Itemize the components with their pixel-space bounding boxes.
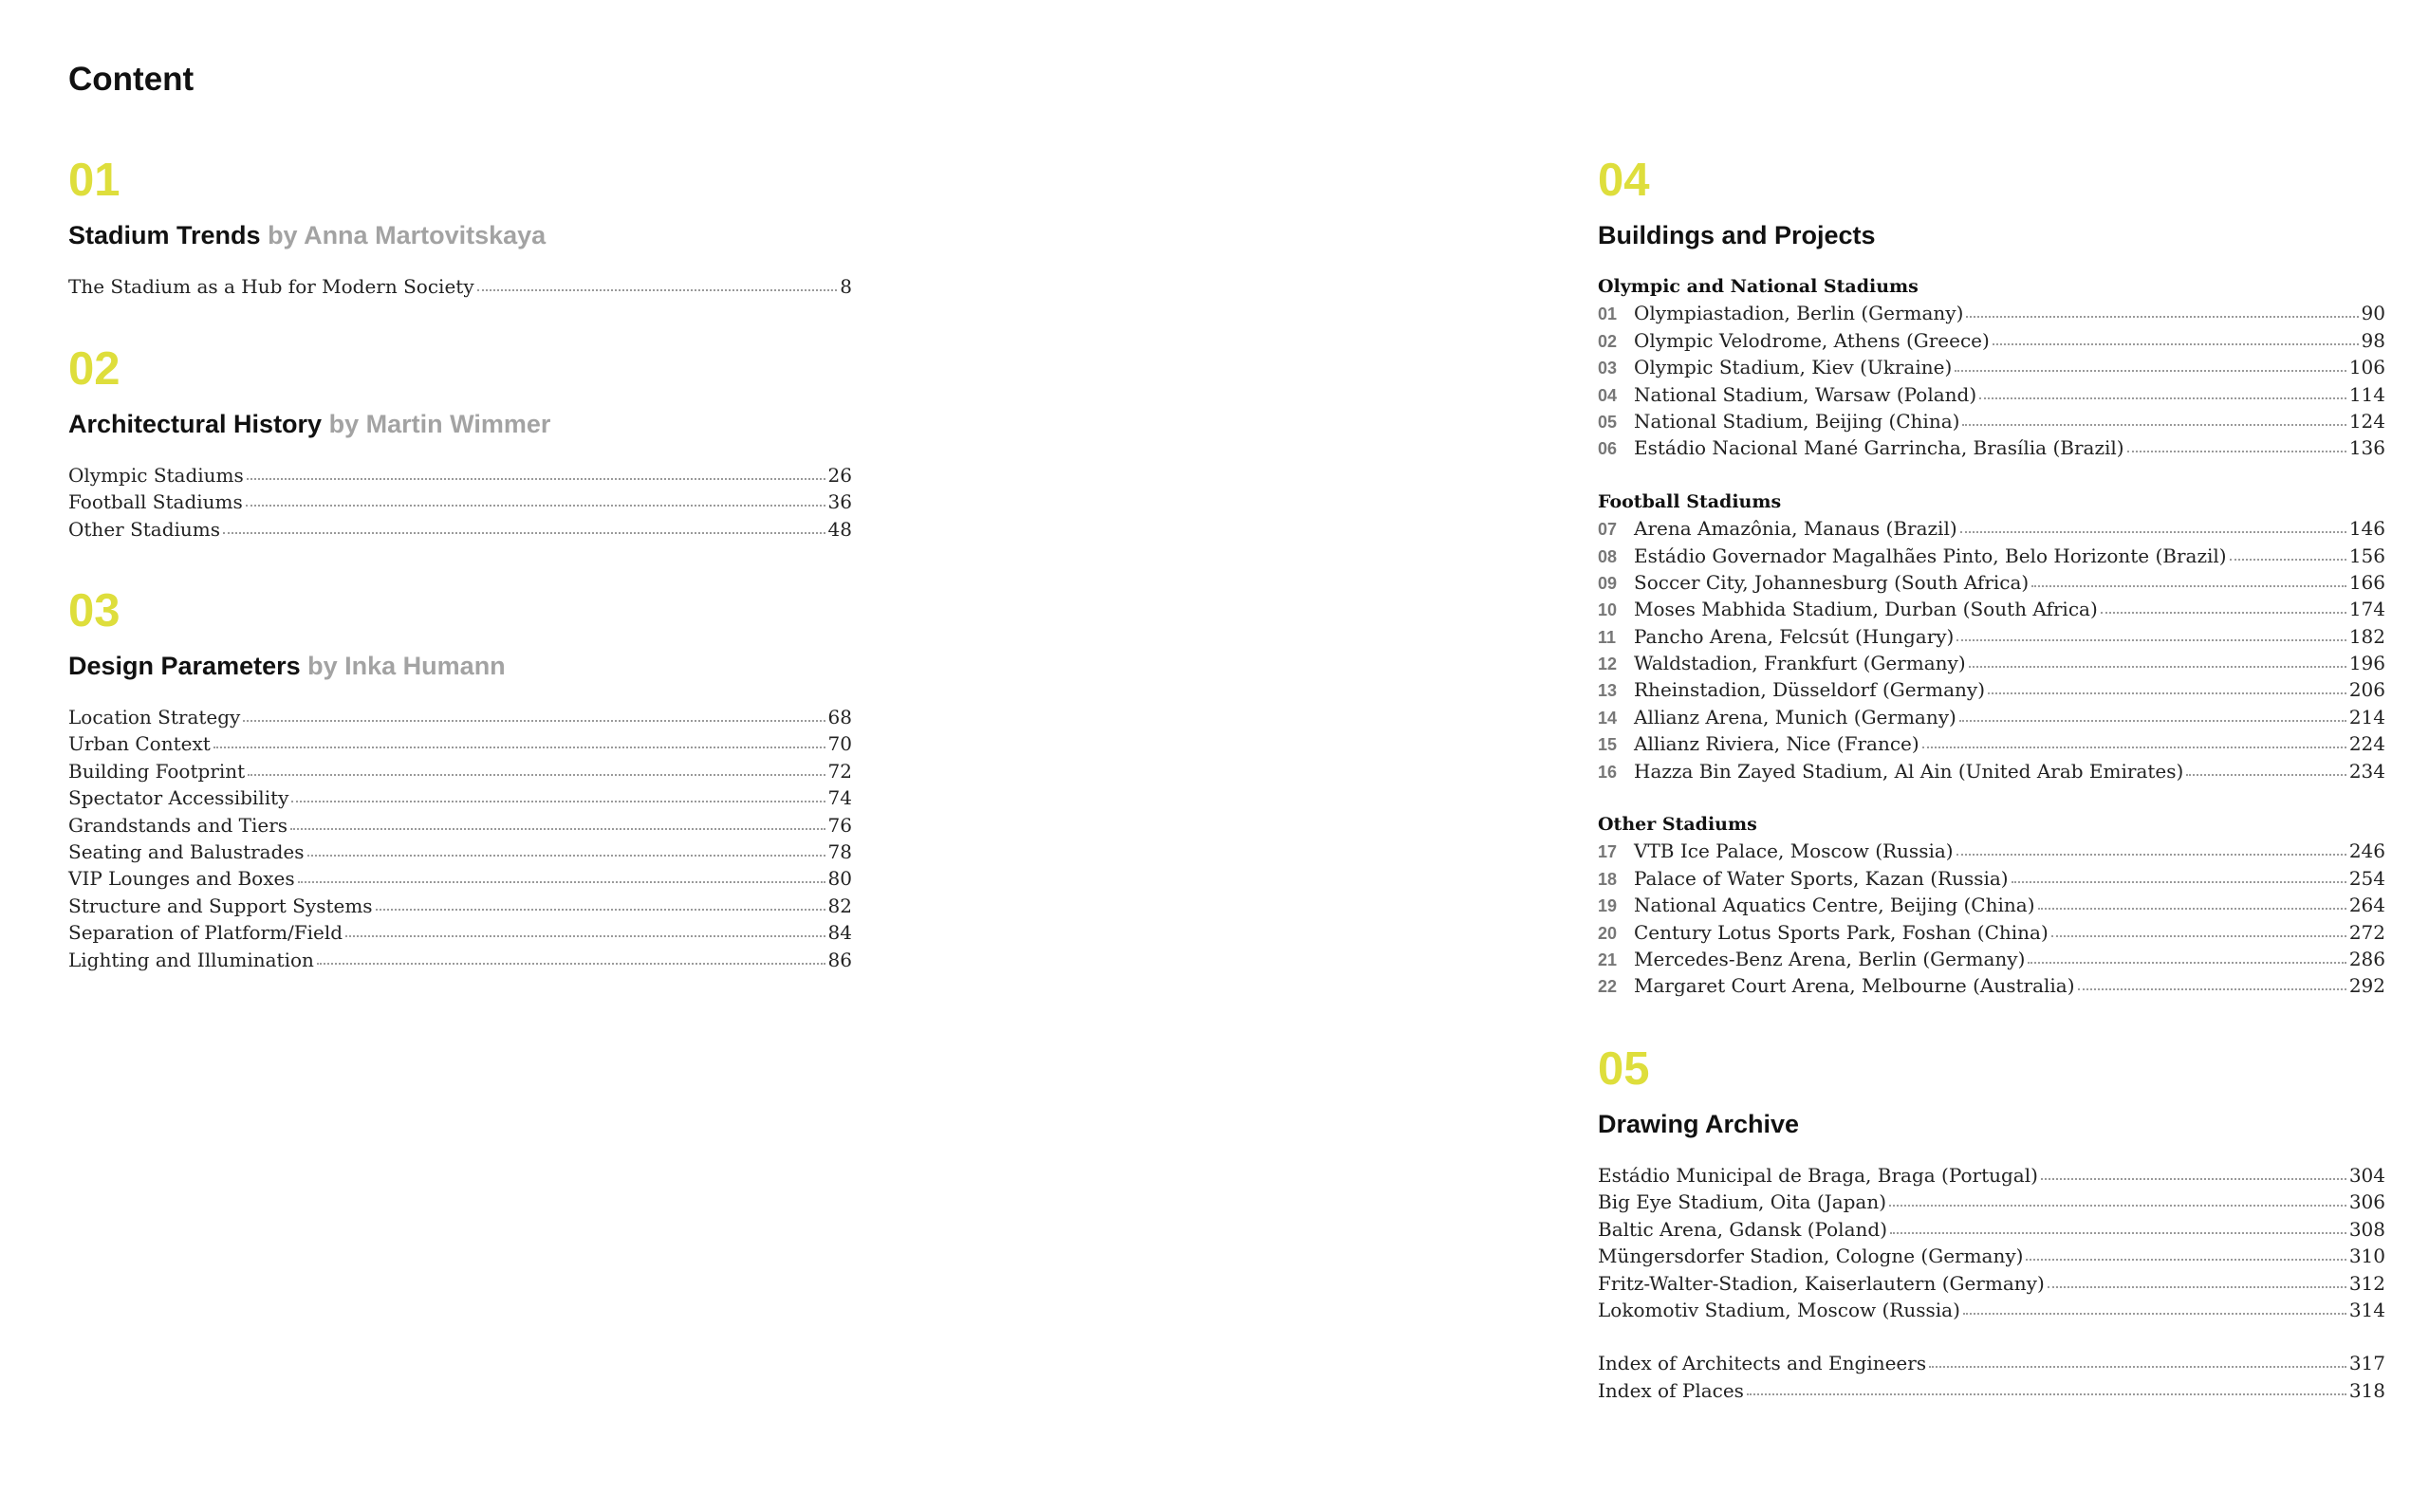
entry-label: Olympic Stadium, Kiev (Ukraine)	[1634, 356, 1953, 379]
entry-page: 146	[2348, 517, 2385, 541]
toc-entry[interactable]	[1598, 1243, 2385, 1269]
entry-number: 21	[1598, 950, 1618, 969]
entry-page: 78	[827, 839, 852, 863]
entry-label: Big Eye Stadium, Oita (Japan)	[1598, 1190, 1887, 1214]
entry-page: 48	[827, 517, 852, 541]
toc-entry[interactable]	[1598, 354, 2385, 380]
dot-leader	[317, 963, 825, 965]
entry-page: 174	[2348, 598, 2385, 621]
entry-label: Olympiastadion, Berlin (Germany)	[1634, 302, 1964, 325]
entry-page: 304	[2348, 1164, 2385, 1187]
toc-entry[interactable]	[1598, 434, 2385, 461]
entry-page: 312	[2348, 1271, 2385, 1295]
dot-leader	[2028, 962, 2346, 964]
dot-leader	[1963, 1313, 2346, 1315]
entry-page: 80	[827, 867, 852, 891]
entry-page: 82	[827, 894, 852, 917]
toc-entry[interactable]	[1598, 1189, 2385, 1215]
entry-label: Fritz-Walter-Stadion, Kaiserlautern (Germany)	[1598, 1271, 2045, 1295]
entry-label: Structure and Support Systems	[68, 894, 373, 917]
toc-entry[interactable]	[68, 839, 852, 865]
entry-label: National Stadium, Beijing (China)	[1634, 409, 1960, 433]
entry-number: 15	[1598, 735, 1618, 755]
entry-label: Waldstadion, Frankfurt (Germany)	[1634, 652, 1966, 675]
dot-leader	[248, 774, 825, 776]
toc-entry[interactable]	[1598, 1162, 2385, 1189]
dot-leader	[2230, 559, 2346, 561]
entry-page: 70	[827, 732, 852, 756]
entry-number: 02	[1598, 331, 1618, 351]
toc-entry[interactable]	[1598, 838, 2385, 864]
dot-leader	[1922, 747, 2346, 748]
toc-entry[interactable]	[1598, 676, 2385, 703]
entry-label: Century Lotus Sports Park, Foshan (China)	[1634, 920, 2049, 944]
dot-leader	[307, 855, 825, 857]
toc-entry[interactable]	[1598, 730, 2385, 757]
entry-page: 308	[2348, 1217, 2385, 1241]
section-number: 03	[68, 585, 121, 636]
entry-number: 16	[1598, 762, 1618, 782]
toc-entry[interactable]	[1598, 623, 2385, 650]
toc-entry[interactable]	[68, 812, 852, 839]
entry-number: 01	[1598, 304, 1618, 324]
dot-leader	[2078, 988, 2346, 990]
entry-label: Olympic Velodrome, Athens (Greece)	[1634, 328, 1990, 352]
toc-entry[interactable]	[1598, 569, 2385, 596]
toc-entry[interactable]	[1598, 515, 2385, 542]
entry-label: Palace of Water Sports, Kazan (Russia)	[1634, 866, 2009, 890]
toc-list	[68, 273, 852, 300]
entry-page: 310	[2348, 1245, 2385, 1268]
section-number: 01	[68, 155, 121, 206]
entry-label: Grandstands and Tiers	[68, 813, 288, 837]
entry-page: 98	[2361, 328, 2385, 352]
entry-page: 286	[2348, 947, 2385, 970]
toc-entry[interactable]	[68, 784, 852, 811]
toc-entry[interactable]	[1598, 865, 2385, 892]
toc-list	[68, 462, 852, 543]
section-title	[1598, 1105, 2385, 1143]
toc-entry[interactable]	[1598, 1350, 2385, 1376]
entry-label: Other Stadiums	[68, 517, 221, 541]
entry-number: 20	[1598, 923, 1618, 943]
toc-entry[interactable]	[68, 865, 852, 892]
section-title	[68, 216, 852, 254]
dot-leader	[1979, 397, 2346, 399]
dot-leader	[243, 720, 825, 722]
entry-label: National Aquatics Centre, Beijing (China)	[1634, 894, 2035, 917]
entry-page: 206	[2348, 678, 2385, 702]
entry-page: 166	[2348, 570, 2385, 594]
section-number: 02	[68, 343, 121, 395]
entry-page: 26	[827, 464, 852, 487]
entry-label: VIP Lounges and Boxes	[68, 867, 295, 891]
toc-entry[interactable]	[1598, 596, 2385, 622]
dot-leader	[1962, 424, 2346, 426]
toc-entry[interactable]	[1598, 972, 2385, 999]
entry-number: 09	[1598, 573, 1618, 593]
entry-page: 272	[2348, 920, 2385, 944]
entry-page: 264	[2348, 894, 2385, 917]
toc-entry[interactable]	[1598, 946, 2385, 972]
section-title-text: Drawing Archive	[1598, 1110, 1800, 1138]
spacer	[1598, 1323, 2385, 1350]
entry-number: 18	[1598, 869, 1618, 889]
entry-page: 254	[2348, 866, 2385, 890]
section-02	[68, 343, 852, 543]
page-title: Content	[68, 61, 195, 98]
dot-leader	[376, 909, 825, 911]
entry-page: 156	[2348, 544, 2385, 567]
group-heading: Football Stadiums	[1598, 490, 1782, 512]
entry-page: 306	[2348, 1190, 2385, 1214]
entry-label: Hazza Bin Zayed Stadium, Al Ain (United Arab Emirates)	[1634, 759, 2184, 783]
entry-page: 136	[2348, 436, 2385, 460]
entry-page: 292	[2348, 974, 2385, 998]
entry-label: Building Footprint	[68, 759, 246, 783]
toc-entry[interactable]	[1598, 892, 2385, 918]
entry-number: 11	[1598, 627, 1617, 647]
entry-label: VTB Ice Palace, Moscow (Russia)	[1634, 839, 1954, 863]
entry-number: 14	[1598, 708, 1618, 728]
entry-label: Allianz Riviera, Nice (France)	[1634, 732, 1919, 756]
dot-leader	[1929, 1366, 2346, 1368]
entry-page: 36	[827, 490, 852, 514]
entry-page: 314	[2348, 1298, 2385, 1321]
toc-entry[interactable]	[68, 730, 852, 757]
dot-leader	[1956, 639, 2346, 641]
toc-list	[68, 704, 852, 973]
dot-leader	[213, 747, 825, 748]
section-title-text: Stadium Trends	[68, 221, 261, 249]
section-05	[1598, 1043, 2385, 1404]
dot-leader	[1747, 1393, 2346, 1395]
group-heading: Other Stadiums	[1598, 814, 1757, 836]
entry-label: Spectator Accessibility	[68, 786, 289, 810]
toc-entry[interactable]	[1598, 327, 2385, 354]
toc-entry[interactable]	[1598, 543, 2385, 569]
entry-label: Allianz Arena, Munich (Germany)	[1634, 705, 1956, 728]
entry-label: Location Strategy	[68, 706, 241, 728]
toc-entry[interactable]	[1598, 650, 2385, 676]
section-title	[1598, 216, 2385, 254]
toc-entry[interactable]	[68, 273, 852, 300]
dot-leader	[1955, 370, 2346, 372]
entry-number: 05	[1598, 412, 1618, 432]
toc-entry[interactable]	[1598, 704, 2385, 730]
entry-number: 13	[1598, 681, 1618, 701]
section-title-text: Buildings and Projects	[1598, 221, 1876, 249]
section-04	[1598, 157, 2385, 1000]
dot-leader	[2051, 935, 2346, 937]
entry-label: Estádio Municipal de Braga, Braga (Portugal)	[1598, 1164, 2038, 1187]
dot-leader	[1959, 720, 2346, 722]
toc-entry[interactable]	[68, 893, 852, 919]
entry-label: Lokomotiv Stadium, Moscow (Russia)	[1598, 1298, 1960, 1321]
entry-number: 03	[1598, 359, 1618, 378]
entry-label: Rheinstadion, Düsseldorf (Germany)	[1634, 678, 1985, 702]
dot-leader	[1956, 854, 2346, 856]
toc-list	[1598, 1162, 2385, 1404]
section-title-text: Design Parameters	[68, 652, 301, 680]
toc-entry[interactable]	[68, 704, 852, 730]
section-author: by Martin Wimmer	[328, 410, 551, 438]
entry-label: Lighting and Illumination	[68, 948, 314, 971]
entry-page: 196	[2348, 652, 2385, 675]
spacer	[1598, 462, 2385, 489]
dot-leader	[1988, 692, 2346, 694]
toc-entry[interactable]	[68, 919, 852, 946]
dot-leader	[223, 532, 825, 534]
toc-entry[interactable]	[1598, 1377, 2385, 1404]
entry-label: Müngersdorfer Stadion, Cologne (Germany)	[1598, 1245, 2024, 1268]
section-author: by Inka Humann	[307, 652, 506, 680]
entry-page: 318	[2348, 1378, 2385, 1402]
toc-entry[interactable]	[68, 758, 852, 784]
entry-number: 12	[1598, 655, 1618, 674]
group-heading: Olympic and National Stadiums	[1598, 276, 1919, 297]
entry-number: 17	[1598, 842, 1618, 862]
entry-label: Olympic Stadiums	[68, 464, 244, 487]
toc-entry[interactable]	[1598, 408, 2385, 434]
toc-entry[interactable]	[1598, 758, 2385, 784]
toc-entry[interactable]	[1598, 381, 2385, 408]
section-03	[68, 585, 852, 973]
dot-leader	[1890, 1232, 2346, 1234]
dot-leader	[2041, 1178, 2346, 1180]
entry-label: Index of Architects and Engineers	[1598, 1352, 1927, 1375]
section-number: 04	[1598, 155, 1650, 206]
spacer	[1598, 784, 2385, 811]
dot-leader	[290, 828, 825, 830]
section-01	[68, 157, 852, 300]
entry-label: Mercedes-Benz Arena, Berlin (Germany)	[1634, 947, 2026, 970]
entry-number: 22	[1598, 977, 1618, 997]
dot-leader	[2012, 881, 2346, 883]
toc-list	[1598, 273, 2385, 1000]
dot-leader	[2048, 1286, 2346, 1288]
dot-leader	[1969, 666, 2346, 668]
section-title-text: Architectural History	[68, 410, 323, 438]
entry-label: Margaret Court Arena, Melbourne (Australia)	[1634, 974, 2075, 998]
entry-page: 90	[2361, 302, 2385, 325]
entry-number: 10	[1598, 600, 1618, 620]
entry-page: 234	[2348, 759, 2385, 783]
dot-leader	[2038, 908, 2346, 910]
entry-page: 214	[2348, 705, 2385, 728]
dot-leader	[1960, 531, 2346, 533]
entry-page: 114	[2348, 382, 2385, 406]
entry-page: 317	[2348, 1352, 2385, 1375]
entry-label: National Stadium, Warsaw (Poland)	[1634, 382, 1977, 406]
dot-leader	[2186, 774, 2346, 776]
dot-leader	[291, 801, 825, 802]
dot-leader	[2031, 585, 2346, 587]
entry-page: 8	[840, 275, 852, 298]
entry-label: Football Stadiums	[68, 490, 243, 514]
entry-page: 182	[2348, 624, 2385, 648]
toc-entry[interactable]	[68, 489, 852, 515]
entry-page: 106	[2348, 356, 2385, 379]
entry-page: 86	[827, 948, 852, 971]
entry-page: 76	[827, 813, 852, 837]
toc-entry[interactable]	[1598, 1270, 2385, 1297]
toc-entry[interactable]	[1598, 919, 2385, 946]
entry-page: 68	[827, 706, 852, 728]
dot-leader	[1889, 1205, 2346, 1207]
entry-label: Baltic Arena, Gdansk (Poland)	[1598, 1217, 1887, 1241]
dot-leader	[1993, 343, 2359, 345]
entry-number: 07	[1598, 520, 1618, 540]
entry-page: 84	[827, 921, 852, 945]
entry-label: Separation of Platform/Field	[68, 921, 343, 945]
entry-page: 246	[2348, 839, 2385, 863]
entry-page: 74	[827, 786, 852, 810]
entry-label: Index of Places	[1598, 1378, 1744, 1402]
dot-leader	[345, 935, 825, 937]
dot-leader	[2101, 612, 2346, 614]
entry-label: Urban Context	[68, 732, 211, 756]
dot-leader	[247, 478, 825, 480]
toc-entry[interactable]	[68, 516, 852, 543]
section-title	[68, 405, 852, 443]
toc-entry[interactable]	[1598, 300, 2385, 326]
toc-entry[interactable]	[68, 947, 852, 973]
entry-label: Estádio Governador Magalhães Pinto, Belo Horizonte (Brazil)	[1634, 544, 2227, 567]
toc-entry[interactable]	[1598, 1297, 2385, 1323]
dot-leader	[477, 289, 838, 291]
section-number: 05	[1598, 1043, 1650, 1095]
dot-leader	[1966, 316, 2358, 318]
dot-leader	[2026, 1259, 2346, 1261]
section-title	[68, 647, 852, 685]
entry-number: 19	[1598, 896, 1618, 916]
entry-number: 06	[1598, 439, 1618, 459]
dot-leader	[246, 505, 825, 507]
entry-label: Pancho Arena, Felcsút (Hungary)	[1634, 624, 1955, 648]
entry-label: The Stadium as a Hub for Modern Society	[68, 275, 474, 298]
toc-entry[interactable]	[68, 462, 852, 489]
entry-label: Estádio Nacional Mané Garrincha, Brasília (Brazil)	[1634, 436, 2124, 460]
dot-leader	[298, 881, 825, 883]
entry-number: 04	[1598, 385, 1618, 405]
dot-leader	[2127, 451, 2346, 452]
section-author: by Anna Martovitskaya	[268, 221, 547, 249]
entry-number: 08	[1598, 546, 1618, 566]
entry-page: 124	[2348, 409, 2385, 433]
entry-label: Seating and Balustrades	[68, 839, 305, 863]
entry-page: 72	[827, 759, 852, 783]
entry-label: Soccer City, Johannesburg (South Africa)	[1634, 570, 2030, 594]
entry-page: 224	[2348, 732, 2385, 756]
entry-label: Arena Amazônia, Manaus (Brazil)	[1634, 517, 1957, 541]
entry-label: Moses Mabhida Stadium, Durban (South Africa)	[1634, 598, 2098, 621]
toc-entry[interactable]	[1598, 1216, 2385, 1243]
